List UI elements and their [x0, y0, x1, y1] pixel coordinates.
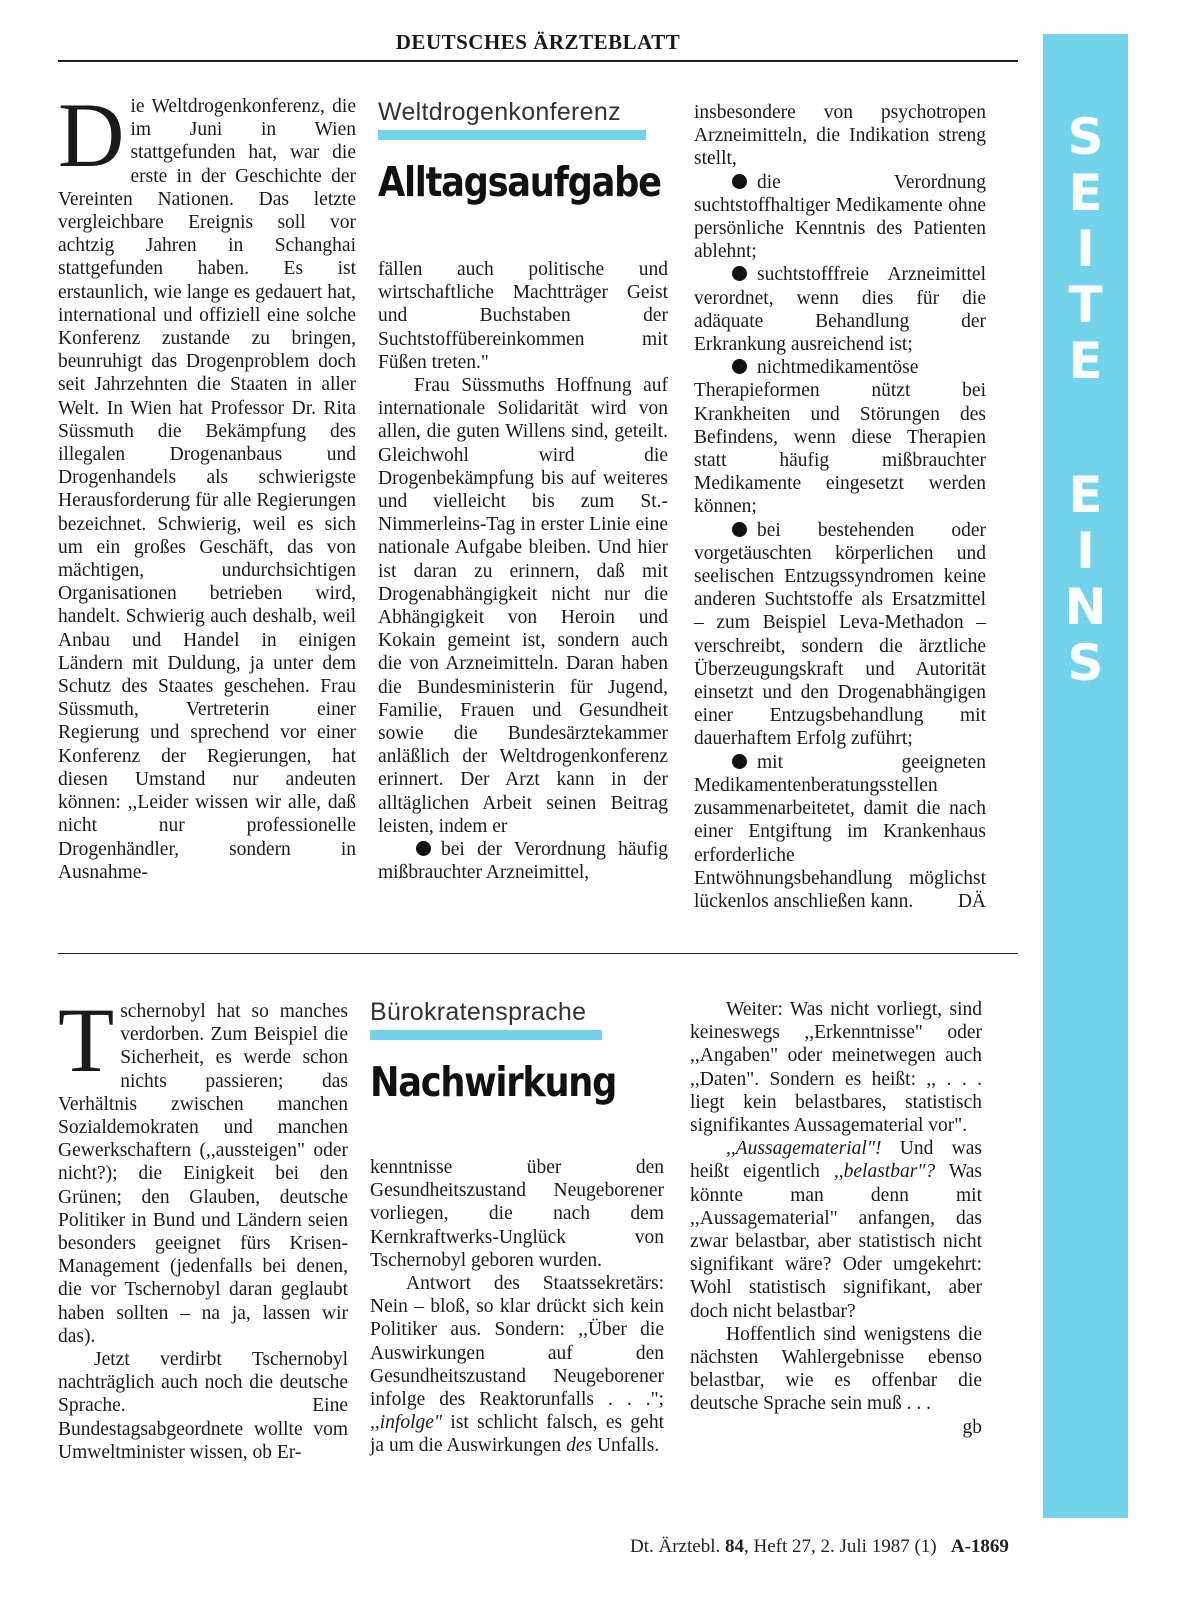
article1-column-1 — [58, 84, 356, 884]
article2-kicker: Bürokratensprache — [370, 998, 587, 1026]
bullet-text: suchtstofffreie Arzneimittel verordnet, wenn dies für die adäquate Behandlung der Erkrankung ausreichend ist; — [694, 264, 986, 356]
sidebar-letter: I — [1076, 220, 1095, 278]
emphasis: ,,Aussagematerial"! — [726, 1138, 882, 1160]
text-run: Und was heißt eigentlich — [690, 1138, 982, 1183]
bullet-item — [694, 171, 986, 264]
text-run: Antwort des Staatssekretärs: Nein – bloß, so klar drückt sich kein Politiker aus. Sondern: ,,Über die Auswirkungen auf den Gesundheitszustand Neugeborener infolge des Reaktorunfalls . . ."; — [370, 1273, 664, 1411]
sidebar-letter: T — [1068, 276, 1103, 334]
bullet-icon — [732, 266, 747, 281]
sidebar-label — [1043, 109, 1128, 691]
emphasis: ,,infolge" — [370, 1412, 443, 1434]
author-sign: DÄ — [957, 890, 986, 912]
emphasis: des — [566, 1435, 593, 1457]
paragraph — [690, 1137, 982, 1323]
paragraph — [690, 1323, 982, 1438]
page-number: A-1869 — [950, 1536, 1009, 1557]
article2-column-1 — [58, 989, 348, 1464]
sidebar-letter: E — [1068, 466, 1103, 524]
text-run: Was könnte man denn mit ,,Aussagematerial" anfangen, das zwar belastbar, aber statistisch nicht signifikant wäre? Oder umgekehrt: Wohl statistisch signifikant, aber doch nicht belastbar? — [690, 1161, 982, 1322]
paragraph: Frau Süssmuths Hoffnung auf internationale Solidarität wird von allen, die guten Willens sind, geteilt. Gleichwohl wird die Drogenbekämpfung bis auf weiteres und vielleicht bis zum St.-Nimmerleins-Tag in erster Linie eine nationale Aufgabe bleiben. Und hier ist daran zu erinnern, daß mit Drogenabhängigkeit nicht nur die Abhängigkeit von Heroin und Kokain gemeint ist, sondern auch die von Arzneimitteln. Daran haben die Bundesministerin für Jugend, Familie, Frauen und Gesundheit sowie die Bundesärztekammer anläßlich der Weltdrogenkonferenz erinnert. Der Arzt kann in der alltäglichen Arbeit seinen Beitrag leisten, indem er — [378, 375, 668, 837]
article1-headline: Alltagsaufgabe — [378, 158, 661, 206]
emphasis: ,,belastbar"? — [833, 1161, 936, 1183]
article1-kicker: Weltdrogenkonferenz — [378, 98, 621, 126]
article2-headline: Nachwirkung — [370, 1058, 617, 1106]
sidebar-letter: E — [1068, 332, 1103, 390]
bullet-text: mit geeigneten Medikamentenberatungsstellen zusammenarbeitetet, damit die nach einer Entgiftung im Krankenhaus erforderliche Entwöhnungsbehandlung möglichst lückenlos anschließen kann. — [694, 751, 986, 912]
sidebar-letter: I — [1076, 522, 1095, 580]
bullet-text: nichtmedikamentöse Therapieformen nützt bei Krankheiten und Störungen des Befindens, wenn diese Therapien statt häufig mißbrauchter Medikamente eingesetzt werden können; — [694, 357, 986, 518]
issue-info: , Heft 27, 2. Juli 1987 (1) — [743, 1536, 937, 1557]
bullet-item — [694, 751, 986, 913]
article1-column-2 — [378, 258, 668, 884]
bullet-text: bei der Verordnung häufig mißbrauchter Arzneimittel, — [378, 839, 668, 884]
sidebar-letter: S — [1067, 634, 1104, 692]
article1-text: ie Weltdrogenkonferenz, die im Juni in Wien stattgefunden hat, war die erste in der Geschichte der Vereinten Nationen. Das letzte vergleichbare Ereignis soll vor achtzig Jahren in Schanghai stattgefunden haben. Es ist erstaunlich, wie lange es gedauert hat, international und offiziell eine solche Konferenz zustande zu bringen, beunruhigt das Drogenproblem doch seit Jahrzehnten die Staaten in aller Welt. In Wien hat Professor Dr. Rita Süssmuth die Bekämpfung des illegalen Drogenanbaus und Drogenhandels als schwierigste Herausforderung für alle Regierungen bezeichnet. Schwierig, weil es sich um ein großes Geschäft, das von mächtigen, undurchsichtigen Organisationen betrieben wird, handelt. Schwierig auch deshalb, weil Anbau und Handel in einigen Ländern mit Duldung, ja unter dem Schutz des Staates geschehen. Frau Süssmuth, Vertreterin einer Regierung und sprechend vor einer Konferenz der Regierungen, hat diesen Umstand nur andeuten können: ,,Leider wissen wir alle, daß nicht nur professionelle Drogenhändler, sondern in Ausnahme- — [58, 96, 356, 883]
kicker-underline — [378, 130, 646, 140]
article2-column-3 — [690, 998, 982, 1439]
bullet-item — [694, 356, 986, 518]
paragraph: fällen auch politische und wirtschaftliche Machtträger Geist und Buchstaben der Suchtstoffübereinkommen mit Füßen treten." — [378, 259, 668, 373]
bullet-item — [378, 838, 668, 884]
journal-name: Dt. Ärztebl. — [630, 1536, 721, 1557]
article1-column-3 — [694, 101, 986, 913]
bullet-text: die Verordnung suchtstoffhaltiger Medikamente ohne persönliche Kenntnis des Patienten ablehnt; — [694, 171, 986, 263]
bullet-icon — [732, 754, 747, 769]
bullet-icon — [416, 841, 431, 856]
sidebar-letter: S — [1067, 108, 1104, 166]
article2-column-2 — [370, 1156, 664, 1458]
text-run: ist schlicht falsch, es geht ja um die Auswirkungen — [370, 1412, 664, 1457]
sidebar-letter: E — [1068, 164, 1103, 222]
author-sign: gb — [962, 1416, 982, 1438]
bullet-icon — [732, 522, 747, 537]
text-run: Unfalls. — [596, 1435, 660, 1457]
section-divider — [58, 953, 1018, 954]
masthead: DEUTSCHES ÄRZTEBLATT — [395, 30, 681, 54]
bullet-item — [694, 263, 986, 356]
masthead-rule — [58, 60, 1018, 62]
text-run: Hoffentlich sind wenigstens die nächsten Wahlergebnisse ebenso belastbar, wie es offenbar die deutsche Sprache sein muß . . . — [690, 1323, 982, 1415]
bullet-icon — [732, 359, 747, 374]
paragraph: Jetzt verdirbt Tschernobyl nachträglich auch noch die deutsche Sprache. Eine Bundestagsabgeordnete wollte vom Umweltminister wissen, ob Er- — [58, 1349, 348, 1463]
paragraph: insbesondere von psychotropen Arzneimitteln, die Indikation streng stellt, — [694, 102, 986, 170]
dropcap: T — [58, 989, 115, 1091]
bullet-item — [694, 519, 986, 751]
paragraph — [370, 1272, 664, 1458]
article2-text: schernobyl hat so manches verdorben. Zum Beispiel die Sicherheit, es werde schon nichts passieren; das Verhältnis zwischen manchen Sozialdemokraten und manchen Gewerkschaftern (,,aussteigen" oder nicht?); die Einigkeit bei den Grünen; den Glauben, deutsche Politiker in Bund und Ländern seien besonders geeignet fürs Krisen-Management (jedenfalls bei denen, die vor Tschernobyl daran geglaubt haben sollten – na ja, lassen wir das). — [58, 1001, 348, 1347]
bullet-icon — [732, 174, 747, 189]
bullet-text: bei bestehenden oder vorgetäuschten körperlichen und seelischen Entzugssyndromen keine anderen Suchtstoffe als Ersatzmittel – zum Beispiel Leva-Methadon – verschreibt, sondern die ärztliche Überzeugungskraft und Autorität einsetzt und den Drogenabhängigen einer Entzugsbehandlung mit dauerhaftem Erfolg zuführt; — [694, 519, 986, 750]
paragraph: Weiter: Was nicht vorliegt, sind keineswegs ,,Erkenntnisse" oder ,,Angaben" oder meinetwegen auch ,,Daten". Sondern es heißt: ,, . . . liegt kein belastbares, statistisch signifikantes Aussagematerial vor". — [690, 999, 982, 1137]
sidebar-letter: N — [1064, 578, 1107, 636]
volume-number: 84 — [724, 1536, 744, 1557]
dropcap: D — [58, 84, 125, 186]
paragraph: kenntnisse über den Gesundheitszustand Neugeborener vorliegen, die nach dem Kernkraftwerks-Unglück von Tschernobyl geboren wurden. — [370, 1157, 664, 1271]
section-sidebar — [1043, 34, 1128, 1518]
page-footer — [630, 1536, 1009, 1558]
kicker-underline — [370, 1030, 602, 1040]
